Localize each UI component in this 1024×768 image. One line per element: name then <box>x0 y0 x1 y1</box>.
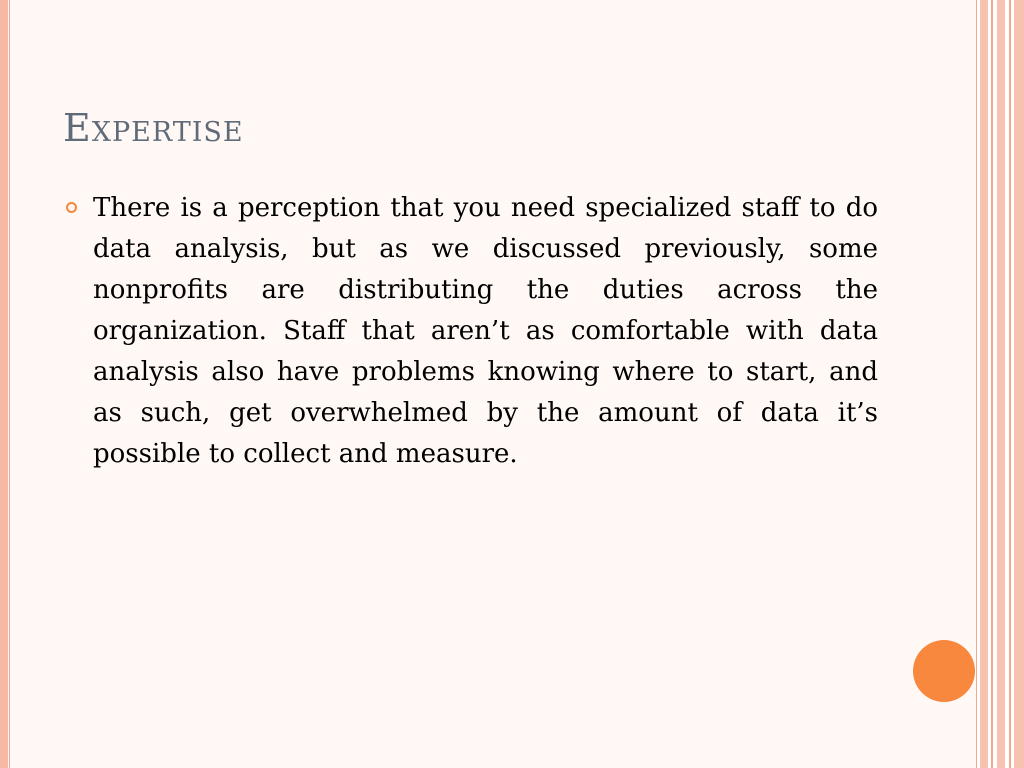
slide-body <box>66 188 878 475</box>
orange-circle-icon <box>913 640 975 702</box>
right-stripe <box>997 0 1005 768</box>
slide-title: Expertise <box>63 106 244 150</box>
left-frame-inner-line <box>9 0 10 768</box>
right-stripe <box>980 0 988 768</box>
right-stripe <box>1009 0 1011 768</box>
right-stripe <box>991 0 993 768</box>
right-stripe <box>1014 0 1024 768</box>
right-frame-stripes <box>976 0 1024 768</box>
bullet-item <box>66 188 878 475</box>
right-stripe <box>976 0 977 768</box>
bullet-text: There is a perception that you need specialized staff to do data analysis, but as we discussed previously, some nonprofits are distributing the duties across the organization. Staff that aren’t as comfortable with data analysis also have problems knowing where to start, and as such, get overwhelmed by the amount of data it’s possible to collect and measure. <box>93 193 878 469</box>
left-frame-border <box>0 0 8 768</box>
hollow-circle-bullet-icon <box>66 202 77 213</box>
